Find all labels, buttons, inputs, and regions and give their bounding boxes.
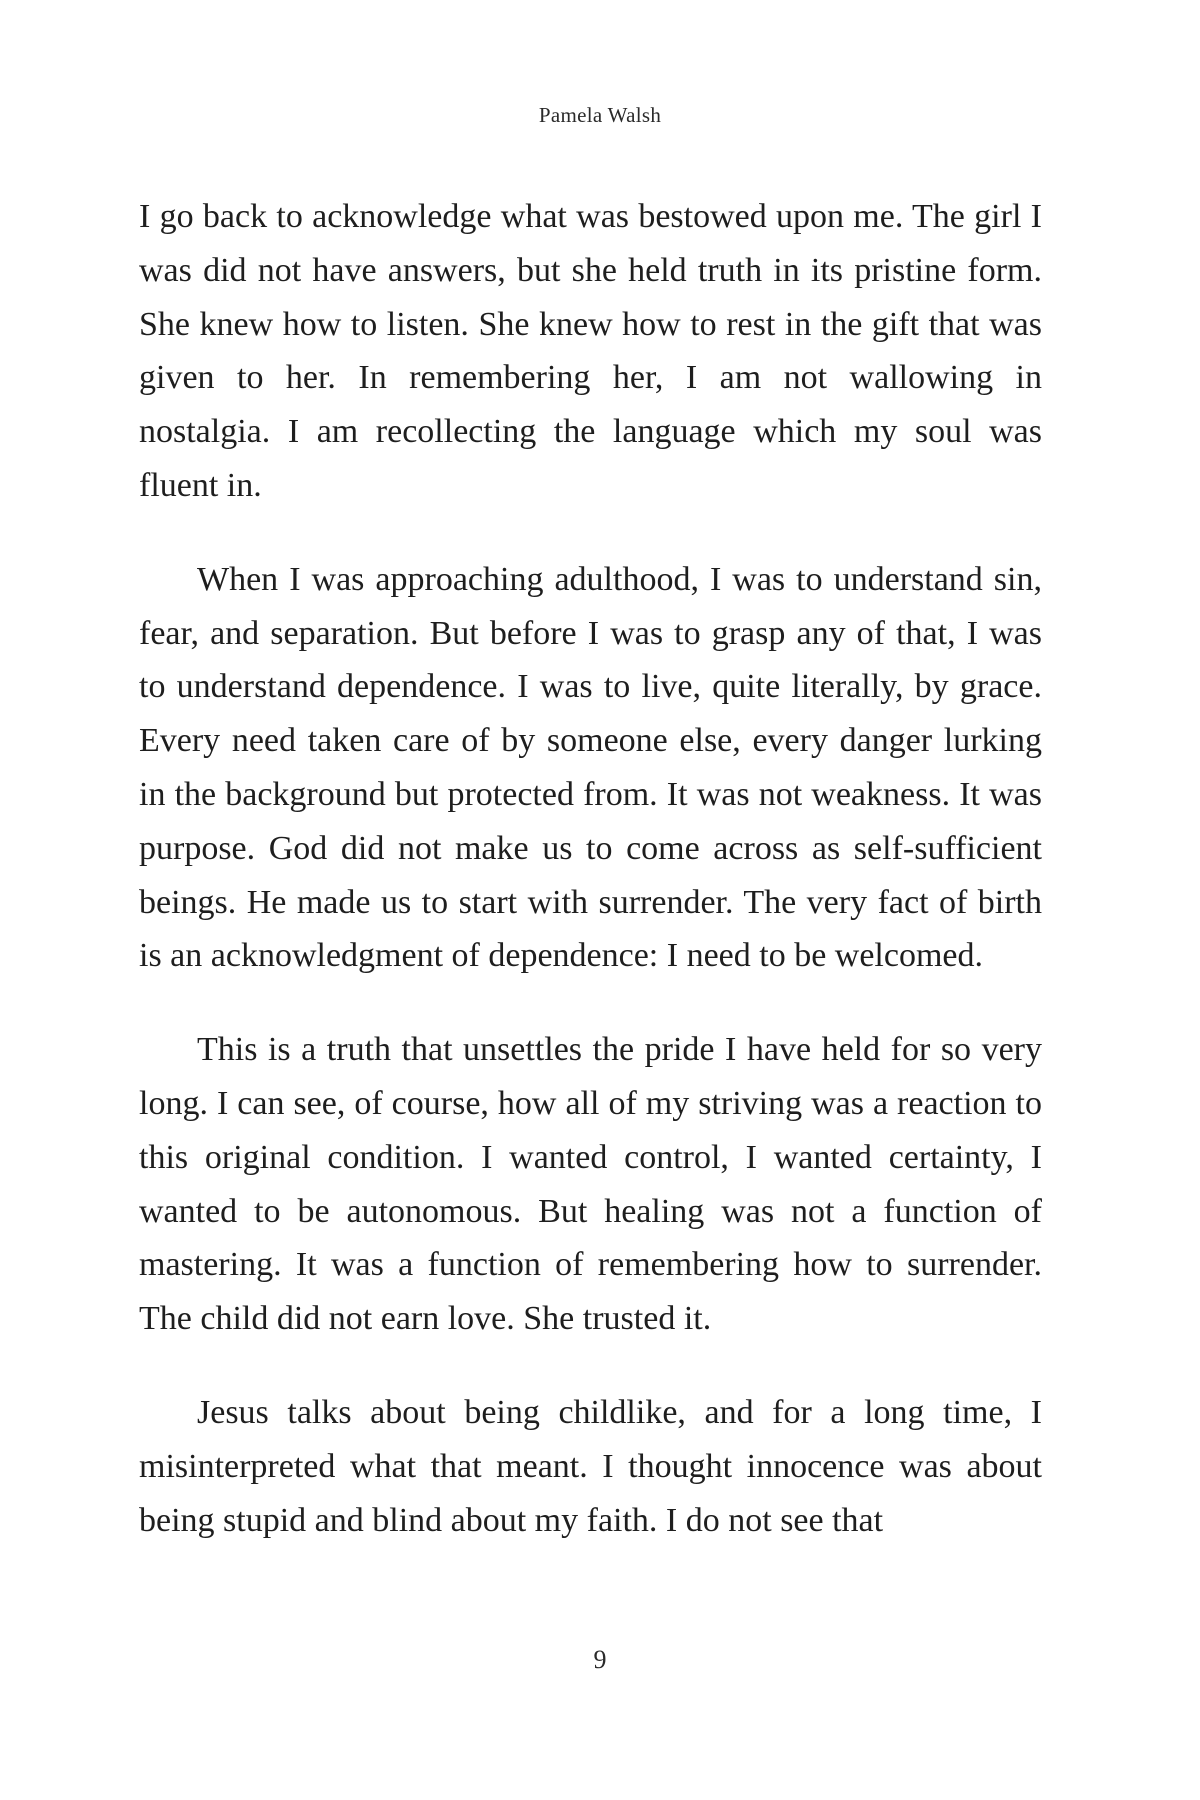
paragraph-4: Jesus talks about being childlike, and for a long time, I misinterpreted what that meant. I thought innocence was about being stupid and blind about my faith. I do not see that [139, 1393, 1042, 1539]
paragraph-2: When I was approaching adulthood, I was to understand sin, fear, and separation. But before I was to grasp any of that, I was to understand dependence. I was to live, quite literally, by grace. Every need taken care of by someone else, every danger lurking in the background but protected from. It was not weakness. It was purpose. God did not make us to come across as self-sufficient beings. He made us to start with surrender. The very fact of birth is an acknowledgment of dependence: I need to be welcomed. [139, 560, 1042, 975]
page-number: 9 [593, 1645, 607, 1674]
paragraph-1: I go back to acknowledge what was bestowed upon me. The girl I was did not have answers, but she held truth in its pristine form. She knew how to listen. She knew how to rest in the gift that was given to her. In remembering her, I am not wallowing in nostalgia. I am recollecting the language which my soul was fluent in. [139, 198, 1042, 504]
paragraph-3: This is a truth that unsettles the pride I have held for so very long. I can see, of course, how all of my striving was a reaction to this original condition. I wanted control, I wanted certainty, I wanted to be autonomous. But healing was not a function of mastering. It was a function of remembering how to surrender. The child did not earn love. She trusted it. [139, 1031, 1042, 1338]
running-head-author: Pamela Walsh [538, 103, 662, 127]
body-text [139, 190, 1042, 1587]
